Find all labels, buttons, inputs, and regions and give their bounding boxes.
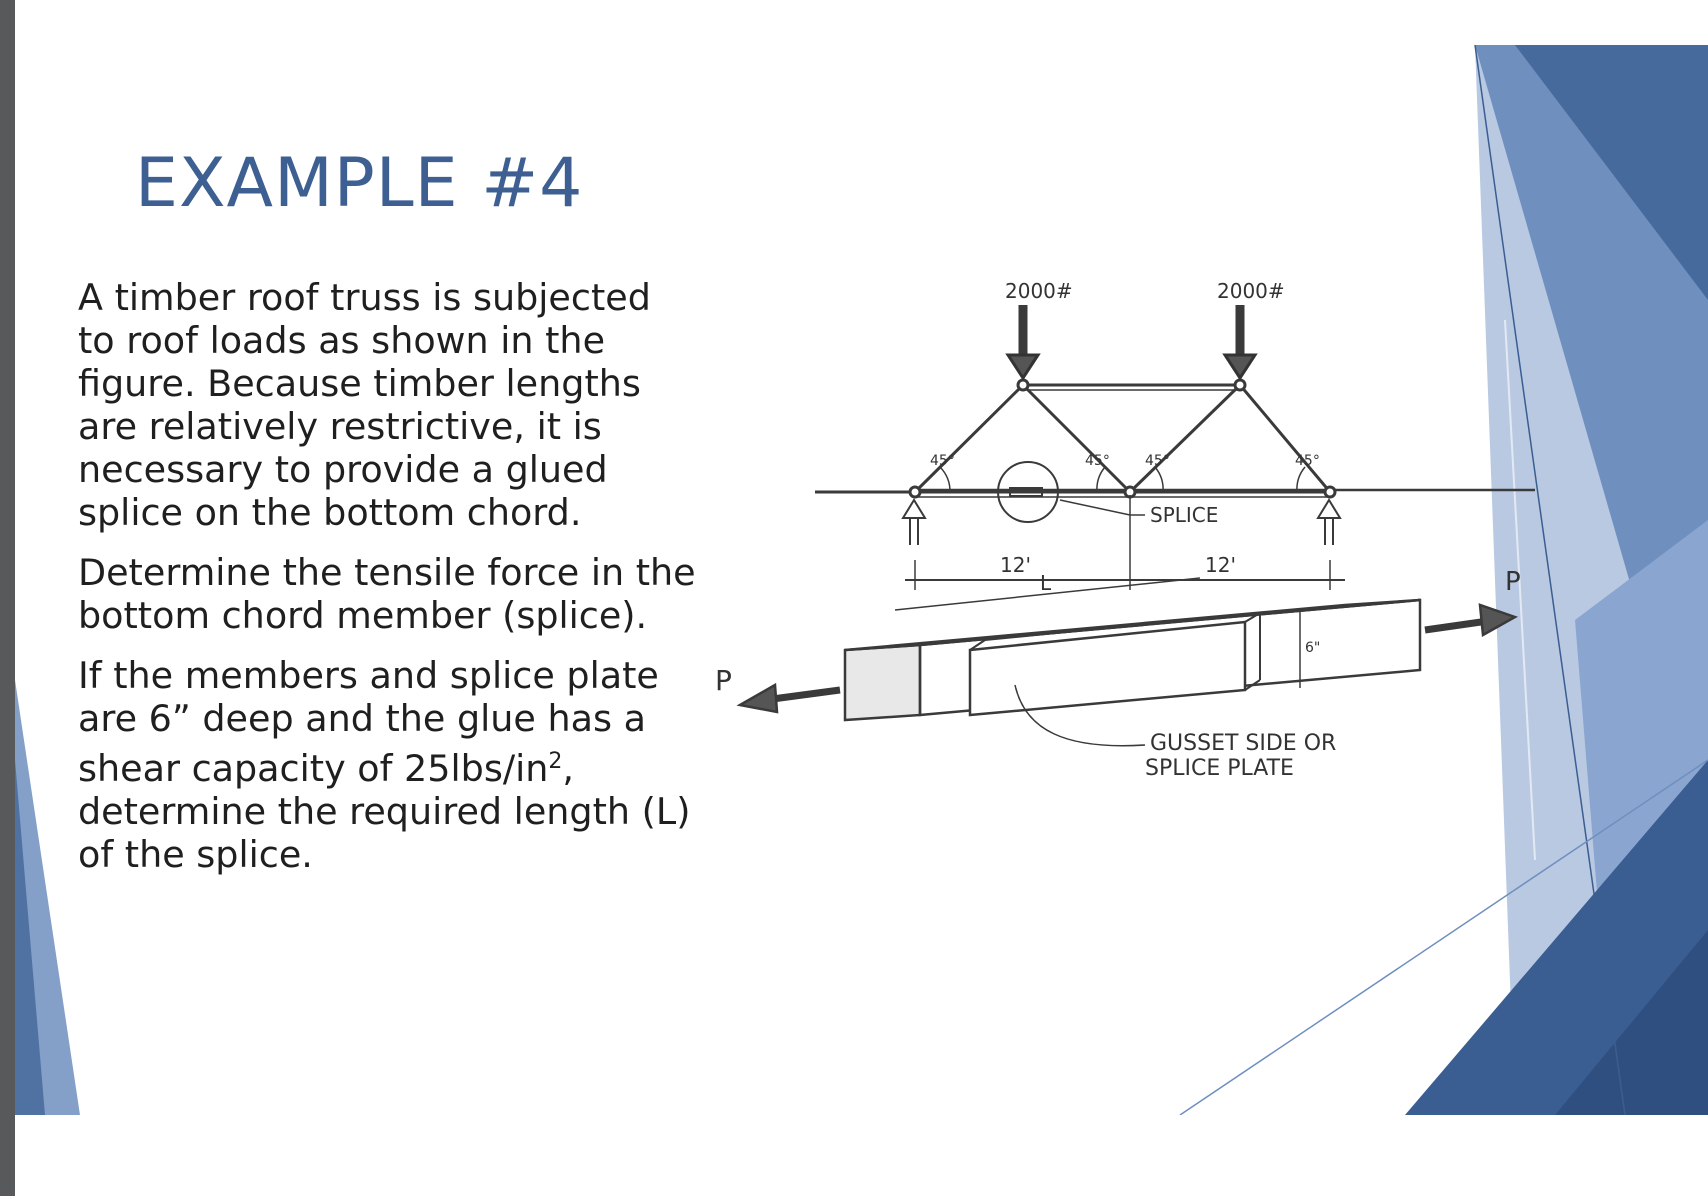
paragraph-task-length-text-end: , determine the required length (L) of the splice.	[78, 747, 691, 877]
paragraph-problem: A timber roof truss is subjected to roof loads as shown in the figure. Because timber lengths are relatively restrictive, it is necessary to provide a glued splice on the bottom chord.	[78, 276, 651, 534]
span-left-label: 12'	[1000, 553, 1031, 577]
paragraph-task-length-text: If the members and splice plate are 6” deep and the glue has a shear capacity of 25lbs/in	[78, 654, 659, 791]
gusset-label-line2: SPLICE PLATE	[1145, 756, 1294, 781]
slide	[15, 0, 1708, 1115]
force-label-right: P	[1505, 567, 1521, 597]
truss-figure	[705, 260, 1535, 880]
splice-label: SPLICE	[1150, 503, 1219, 527]
length-label: L	[1040, 571, 1052, 595]
angle-label-2: 45°	[1085, 453, 1110, 469]
window-left-edge	[0, 0, 15, 1196]
gusset-label-line1: GUSSET SIDE OR	[1150, 731, 1337, 756]
depth-label: 6"	[1305, 640, 1321, 656]
force-label-left: P	[715, 664, 732, 697]
angle-label-4: 45°	[1295, 453, 1320, 469]
slide-body	[78, 276, 698, 893]
paragraph-task-force: Determine the tensile force in the bottom chord member (splice).	[78, 551, 696, 637]
truss-diagram	[903, 305, 1345, 590]
load-right-label: 2000#	[1217, 279, 1285, 303]
superscript-2: 2	[548, 749, 563, 774]
splice-diagram	[740, 578, 1515, 746]
angle-label-3: 45°	[1145, 453, 1170, 469]
angle-label-1: 45°	[930, 453, 955, 469]
load-left-label: 2000#	[1005, 279, 1073, 303]
span-right-label: 12'	[1205, 553, 1236, 577]
paragraph-task-length	[78, 654, 698, 876]
slide-title: EXAMPLE #4	[135, 144, 584, 223]
